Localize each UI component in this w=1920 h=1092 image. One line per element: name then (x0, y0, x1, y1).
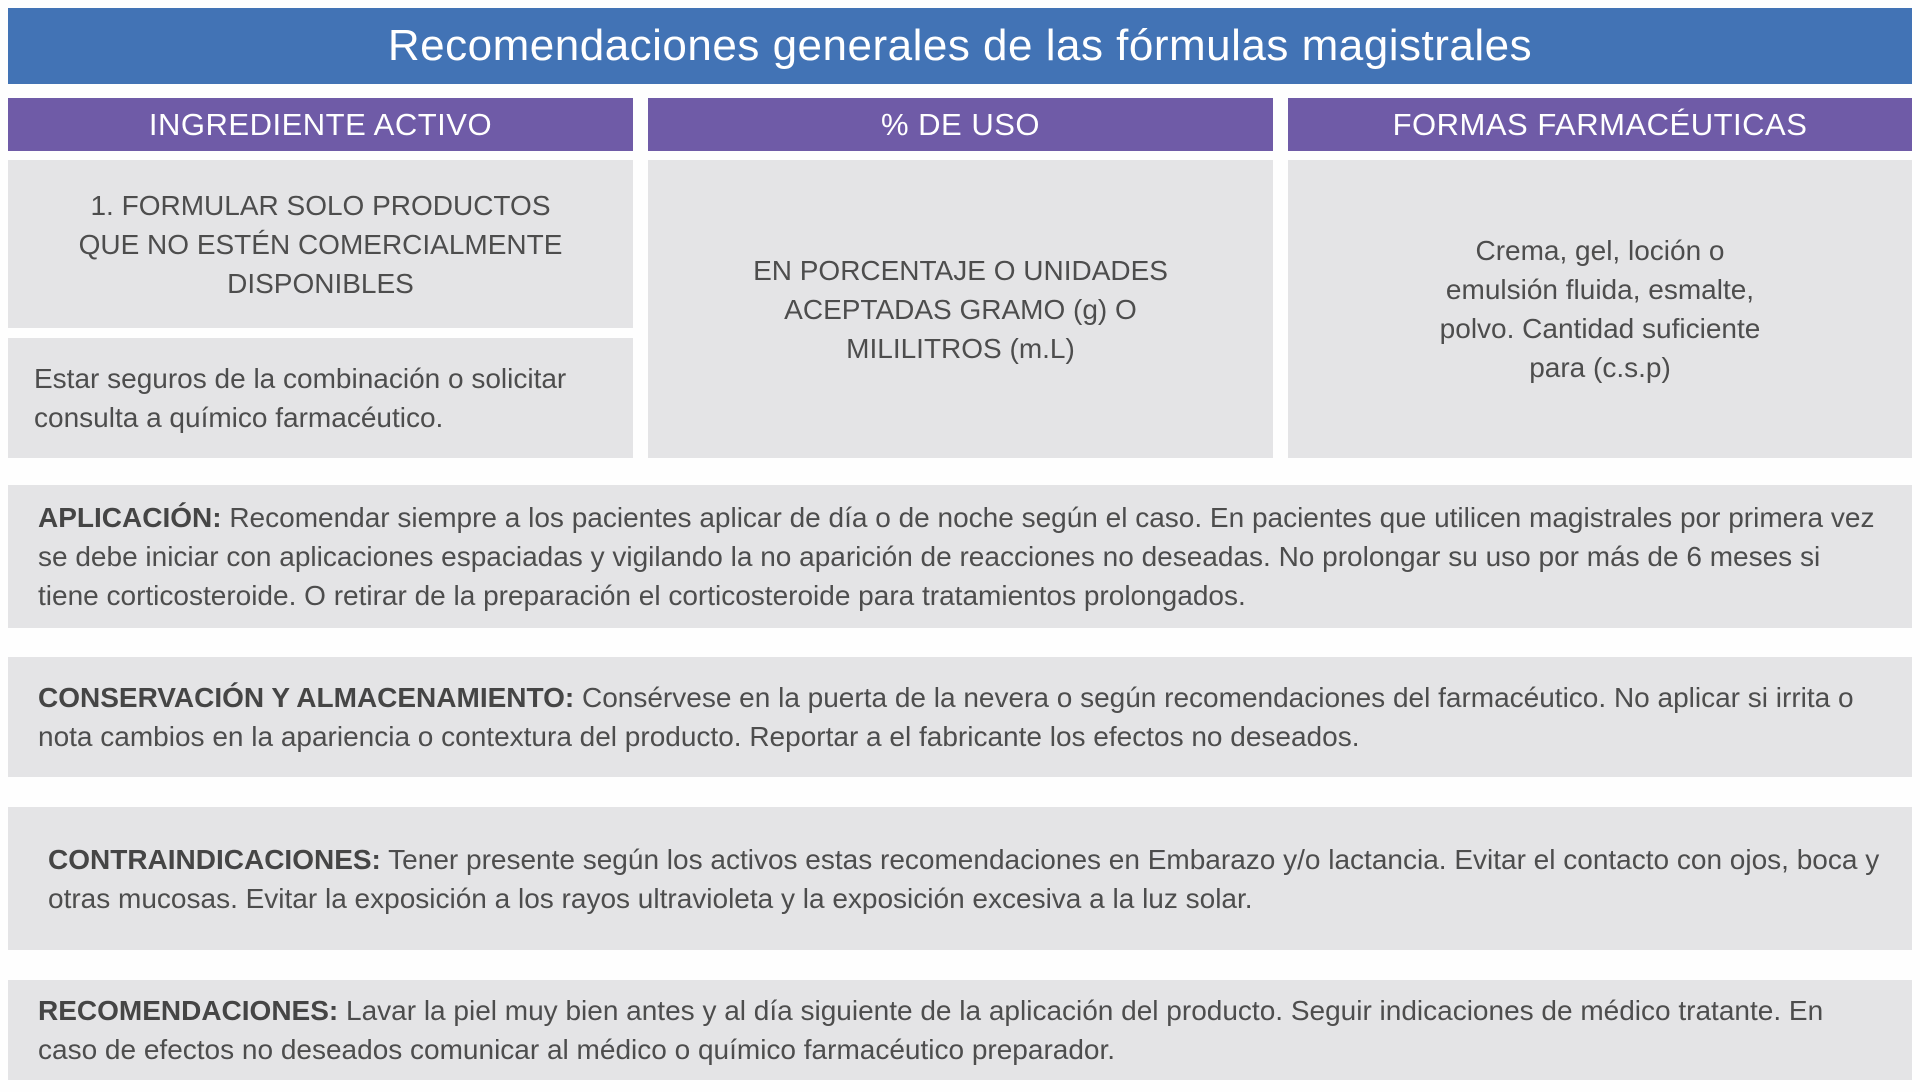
column-porcentaje-uso (648, 98, 1273, 458)
section-paragraph (38, 678, 1882, 756)
section-text: Lavar la piel muy bien antes y al día siguiente de la aplicación del producto. Seguir indicaciones de médico tratante. En caso de efectos no deseados comunicar al médico o químico farmacéutico preparador. (38, 995, 1824, 1065)
section-recomendaciones (8, 980, 1912, 1080)
info-box-formular-productos (8, 160, 633, 328)
section-aplicacion (8, 485, 1912, 628)
info-box-text: 1. FORMULAR SOLO PRODUCTOS QUE NO ESTÉN COMERCIALMENTE DISPONIBLES (78, 189, 563, 299)
info-box-combinacion (8, 338, 633, 458)
title-bar (8, 8, 1912, 84)
section-contraindicaciones (8, 807, 1912, 950)
section-paragraph (38, 991, 1882, 1069)
section-paragraph (38, 498, 1882, 615)
section-label: CONTRAINDICACIONES: (48, 843, 381, 875)
section-label: RECOMENDACIONES: (38, 995, 339, 1026)
section-text: Recomendar siempre a los pacientes aplicar de día o de noche según el caso. En pacientes que utilicen magistrales por primera vez se debe iniciar con aplicaciones espaciadas y vigilando la no aparición de reacciones no deseadas. No prolongar su uso por más de 6 meses si tiene corticosteroide. O retirar de la preparación el corticosteroide para tratamientos prolongados. (38, 502, 1875, 611)
column-ingrediente-activo (8, 98, 633, 458)
info-box-text: Crema, gel, loción o emulsión fluida, esmalte, polvo. Cantidad suficiente para (c.s.p) (1439, 235, 1761, 383)
column-header-porcentaje-uso: % DE USO (648, 98, 1273, 151)
column-header-ingrediente-activo: INGREDIENTE ACTIVO (8, 98, 633, 151)
columns-row (8, 98, 1912, 458)
info-box-formas (1288, 160, 1912, 458)
page-title: Recomendaciones generales de las fórmulas magistrales (387, 21, 1533, 70)
info-box-text: Estar seguros de la combinación o solicitar consulta a químico farmacéutico. (34, 363, 567, 433)
column-formas-farmaceuticas (1288, 98, 1912, 458)
info-box-text: EN PORCENTAJE O UNIDADES ACEPTADAS GRAMO (g) O MILILITROS (m.L) (753, 254, 1168, 364)
section-label: APLICACIÓN: (38, 502, 222, 533)
column-header-formas-farmaceuticas: FORMAS FARMACÉUTICAS (1288, 98, 1912, 151)
section-text: Tener presente según los activos estas recomendaciones en Embarazo y/o lactancia. Evitar el contacto con ojos, boca y otras mucosas. Evitar la exposición a los rayos ultravioleta y la exposición excesiva a la luz solar. (48, 843, 1880, 914)
section-conservacion-almacenamiento (8, 657, 1912, 777)
info-box-unidades (648, 160, 1273, 458)
section-paragraph (48, 840, 1882, 918)
section-text: Consérvese en la puerta de la nevera o según recomendaciones del farmacéutico. No aplicar si irrita o nota cambios en la apariencia o contextura del producto. Reportar a el fabricante los efectos no deseados. (38, 682, 1854, 752)
section-label: CONSERVACIÓN Y ALMACENAMIENTO: (38, 682, 575, 713)
